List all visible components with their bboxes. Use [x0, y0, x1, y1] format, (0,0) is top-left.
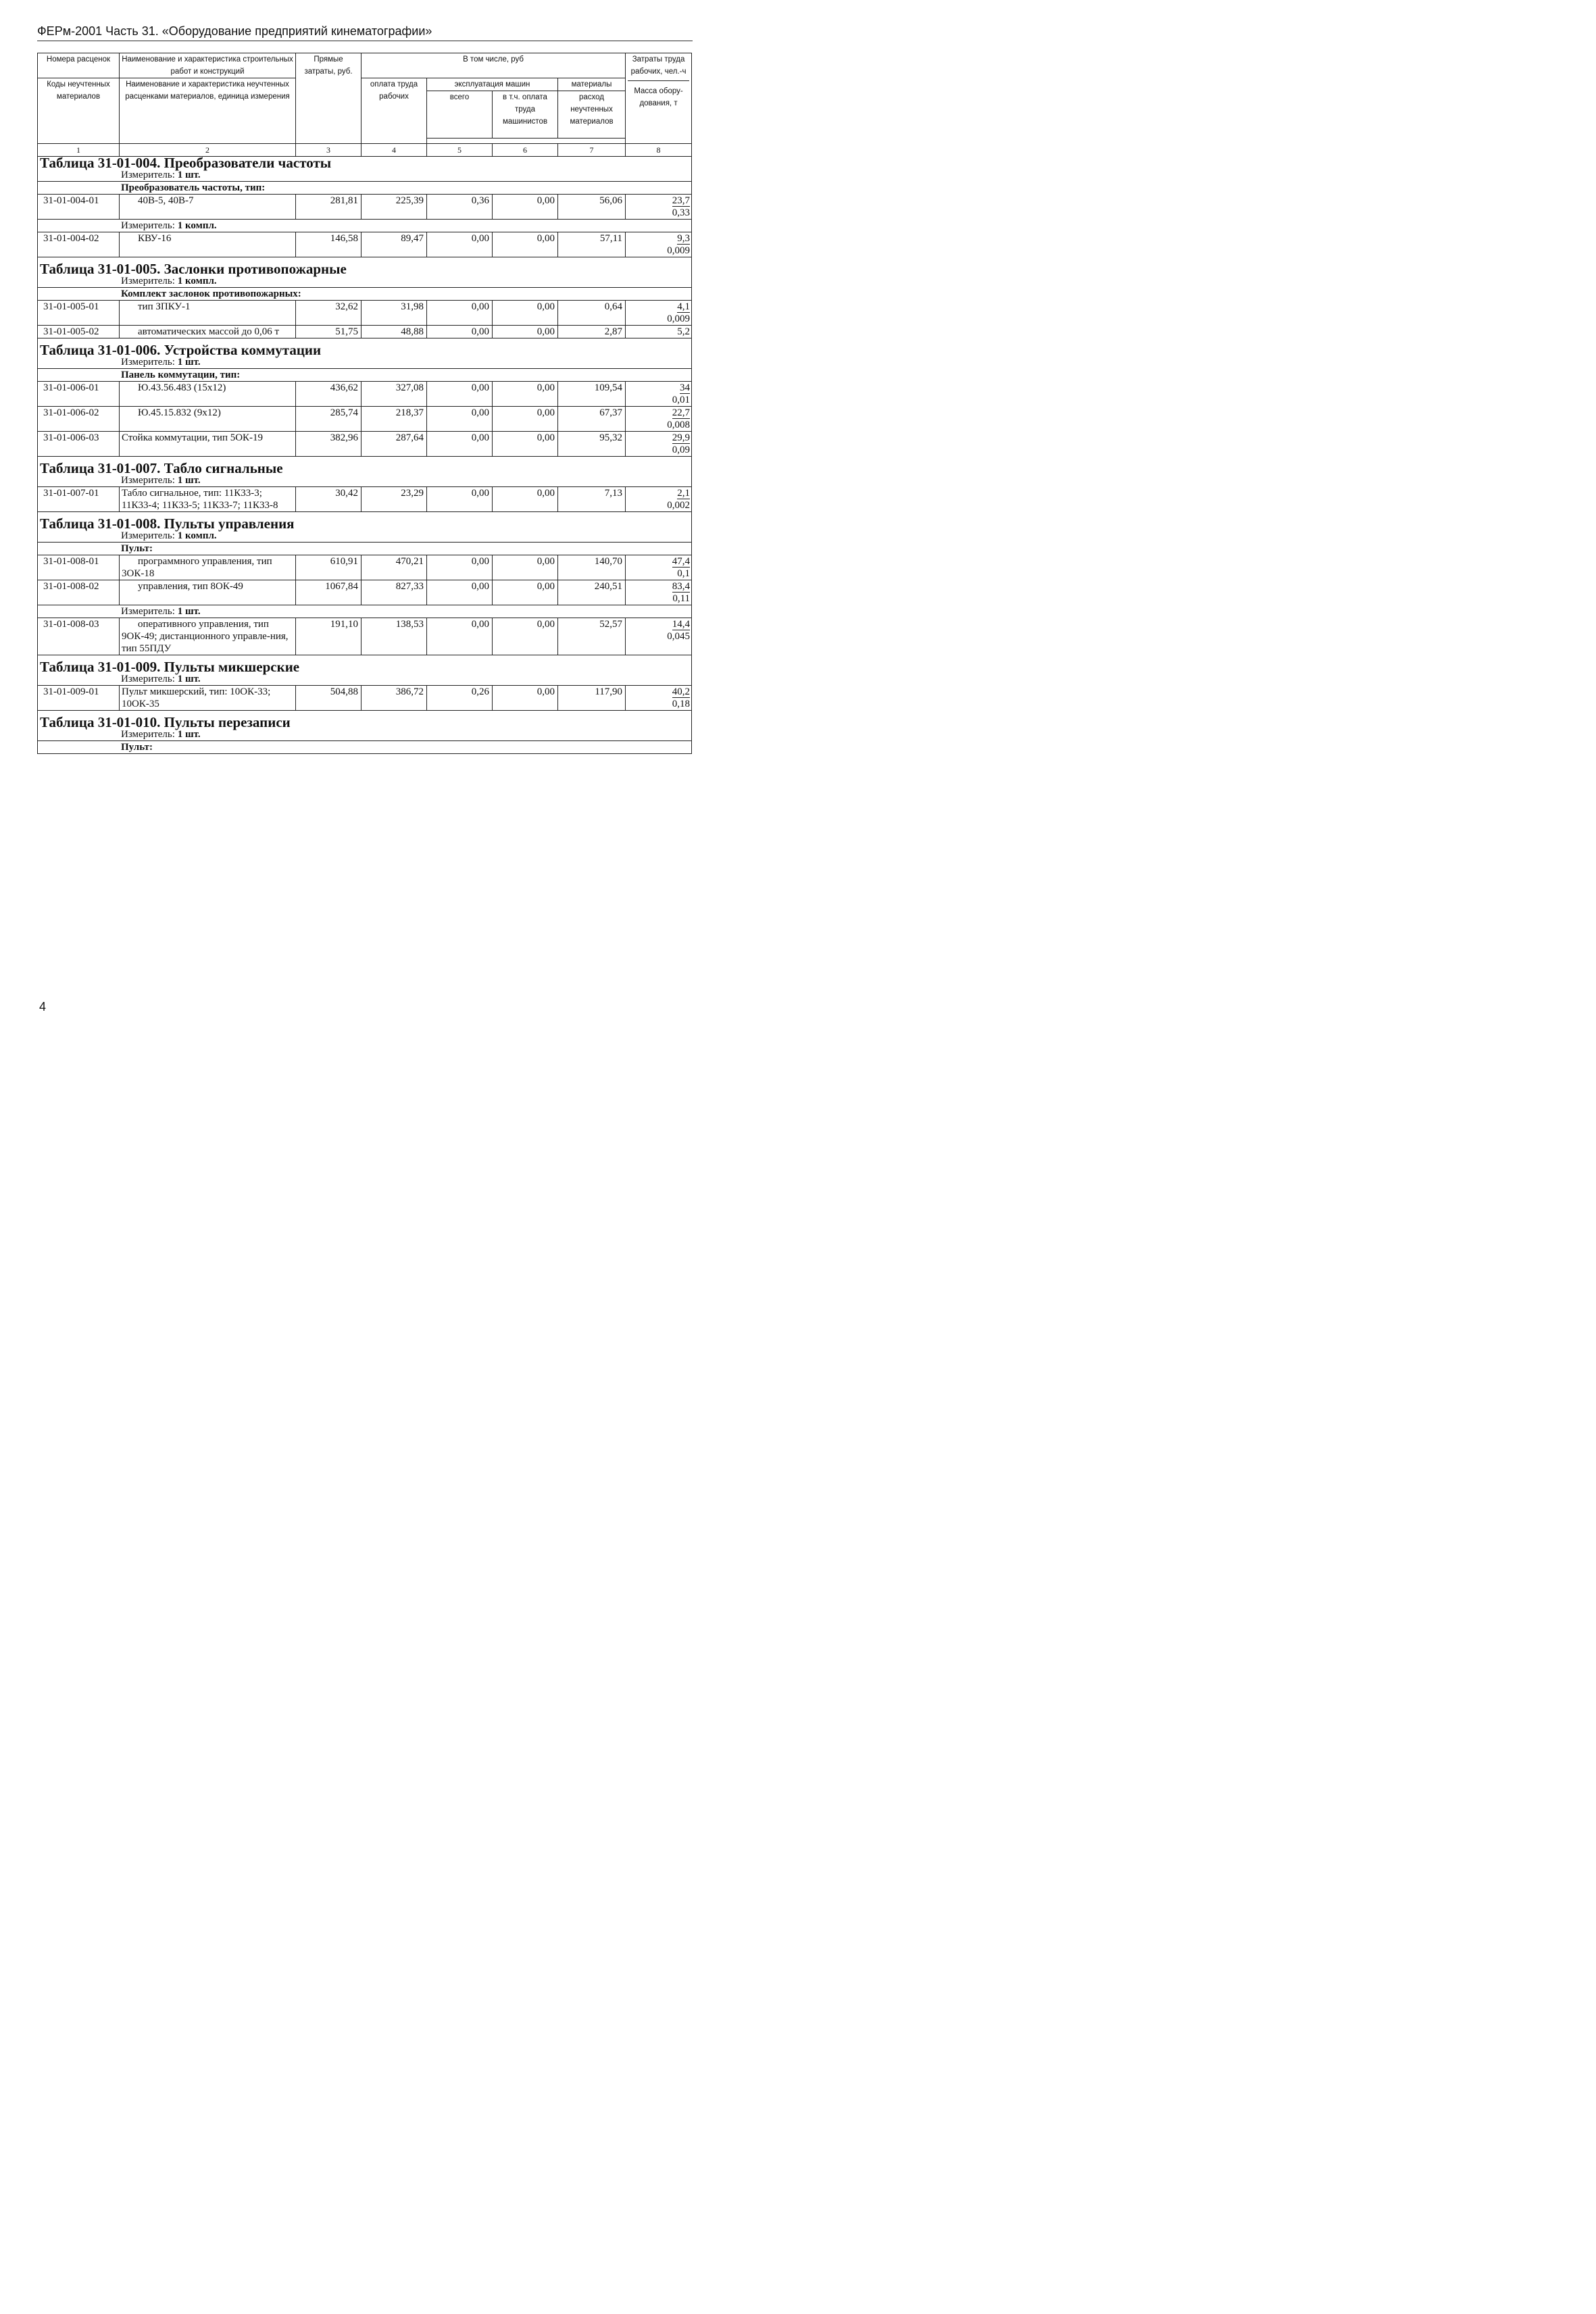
col-header-machines-total: всего: [427, 91, 493, 139]
table-section-title-row: [38, 263, 692, 275]
unit-prefix: Измеритель:: [121, 357, 178, 368]
rate-code: 31-01-006-02: [38, 407, 120, 432]
page-header: ФЕРм-2001 Часть 31. «Оборудование предприятий кинематографии»: [37, 24, 693, 41]
labor-costs-wrap: [628, 195, 690, 207]
col-header-material-codes: Коды неучтенных материалов: [38, 78, 120, 144]
item-name: управления, тип 8ОК-49: [120, 580, 296, 605]
value-c7: 52,57: [558, 618, 626, 655]
table-section-title: Таблица 31-01-005. Заслонки противопожарные: [38, 263, 692, 275]
equipment-mass: 0,09: [672, 445, 691, 455]
unit-value: 1 шт.: [177, 357, 201, 368]
value-c3: 191,10: [296, 618, 361, 655]
table-row: [38, 382, 692, 407]
unit-label: [38, 530, 692, 543]
subtitle-row: [38, 288, 692, 301]
unit-row: [38, 474, 692, 487]
table-section-title: Таблица 31-01-006. Устройства коммутации: [38, 344, 692, 356]
column-number: 1: [38, 144, 120, 157]
value-c7: 56,06: [558, 195, 626, 220]
col-header-worker-wages: оплата труда рабочих: [361, 78, 427, 144]
labor-costs: 34: [680, 382, 691, 393]
labor-costs-wrap: [628, 580, 690, 593]
value-c4: 470,21: [361, 555, 427, 580]
table-section-title-row: [38, 716, 692, 728]
subtitle: Комплект заслонок противопожарных:: [38, 288, 692, 301]
labor-costs-wrap: [628, 382, 690, 394]
value-c4: 827,33: [361, 580, 427, 605]
labor-and-mass: [626, 382, 692, 407]
table-section-title-row: [38, 518, 692, 530]
value-c6: 0,00: [493, 618, 558, 655]
rate-code: 31-01-004-02: [38, 232, 120, 257]
labor-and-mass: [626, 432, 692, 457]
labor-and-mass: [626, 686, 692, 711]
labor-and-mass: [626, 232, 692, 257]
item-name: КВУ-16: [120, 232, 296, 257]
unit-row: [38, 673, 692, 686]
unit-row: [38, 728, 692, 741]
unit-value: 1 шт.: [177, 606, 201, 617]
value-c5: 0,00: [427, 232, 493, 257]
column-number: 7: [558, 144, 626, 157]
equipment-mass: 0,009: [667, 245, 691, 256]
table-row: [38, 487, 692, 512]
equipment-mass: 0,009: [667, 313, 691, 324]
col-header-material-consumption: расход неучтенных материалов: [558, 91, 626, 139]
unit-row: [38, 605, 692, 618]
column-number: 8: [626, 144, 692, 157]
value-c5: 0,00: [427, 555, 493, 580]
equipment-mass: 0,1: [677, 568, 691, 579]
labor-costs-wrap: [628, 487, 690, 499]
value-c6: 0,00: [493, 382, 558, 407]
unit-prefix: Измеритель:: [121, 170, 178, 180]
value-c6: 0,00: [493, 487, 558, 512]
value-c3: 32,62: [296, 301, 361, 326]
subtitle: Пульт:: [38, 741, 692, 754]
labor-and-mass: [626, 301, 692, 326]
col-header-materials: материалы: [558, 78, 626, 91]
item-name: Стойка коммутации, тип 5ОК-19: [120, 432, 296, 457]
unit-label: [38, 474, 692, 487]
unit-label: [38, 605, 692, 618]
rate-code: 31-01-008-01: [38, 555, 120, 580]
labor-costs: 2,1: [677, 488, 691, 499]
rate-code: 31-01-008-02: [38, 580, 120, 605]
value-c7: 95,32: [558, 432, 626, 457]
value-c4: 48,88: [361, 326, 427, 338]
unit-label: [38, 673, 692, 686]
labor-costs-wrap: [628, 407, 690, 419]
col-header-material-name: Наименование и характеристика неучтенных расценками материалов, единица измерения: [120, 78, 296, 144]
unit-row: [38, 220, 692, 232]
unit-row: [38, 356, 692, 369]
item-name: автоматических массой до 0,06 т: [120, 326, 296, 338]
col-header-direct-costs: Прямые затраты, руб.: [296, 53, 361, 144]
unit-value: 1 компл.: [177, 276, 217, 286]
table-row: [38, 301, 692, 326]
labor-costs-wrap: [628, 232, 690, 245]
table-row: [38, 432, 692, 457]
labor-costs: 5,2: [677, 326, 691, 337]
subtitle-row: [38, 543, 692, 555]
value-c6: 0,00: [493, 432, 558, 457]
table-section-title-row: [38, 344, 692, 356]
value-c3: 285,74: [296, 407, 361, 432]
unit-prefix: Измеритель:: [121, 729, 178, 740]
value-c6: 0,00: [493, 555, 558, 580]
value-c3: 436,62: [296, 382, 361, 407]
unit-label: [38, 169, 692, 182]
unit-value: 1 компл.: [177, 530, 217, 541]
rates-table: [37, 53, 692, 754]
unit-prefix: Измеритель:: [121, 475, 178, 486]
unit-row: [38, 530, 692, 543]
labor-and-mass: [626, 555, 692, 580]
col-header-operator-wages: в т.ч. оплата труда машинистов: [493, 91, 558, 139]
value-c7: 140,70: [558, 555, 626, 580]
value-c6: 0,00: [493, 195, 558, 220]
value-c6: 0,00: [493, 301, 558, 326]
item-name: Ю.43.56.483 (15х12): [120, 382, 296, 407]
value-c4: 225,39: [361, 195, 427, 220]
labor-costs: 29,9: [672, 432, 691, 443]
column-number: 6: [493, 144, 558, 157]
value-c4: 287,64: [361, 432, 427, 457]
equipment-mass: 0,33: [672, 207, 691, 218]
value-c6: 0,00: [493, 326, 558, 338]
unit-prefix: Измеритель:: [121, 674, 178, 684]
value-c7: 57,11: [558, 232, 626, 257]
item-name: оперативного управления, тип 9ОК-49; дистанционного управле-ния, тип 55ПДУ: [120, 618, 296, 655]
labor-and-mass: [626, 618, 692, 655]
value-c4: 31,98: [361, 301, 427, 326]
value-c3: 51,75: [296, 326, 361, 338]
value-c6: 0,00: [493, 580, 558, 605]
value-c4: 89,47: [361, 232, 427, 257]
unit-label: [38, 728, 692, 741]
value-c3: 30,42: [296, 487, 361, 512]
equipment-mass: 0,002: [667, 500, 691, 511]
labor-and-mass: [626, 195, 692, 220]
value-c7: 67,37: [558, 407, 626, 432]
table-section-title: Таблица 31-01-009. Пульты микшерские: [38, 661, 692, 673]
equipment-mass: 0,11: [672, 593, 691, 604]
rate-code: 31-01-006-01: [38, 382, 120, 407]
labor-costs: 47,4: [672, 556, 691, 567]
unit-prefix: Измеритель:: [121, 530, 178, 541]
subtitle: Преобразователь частоты, тип:: [38, 182, 692, 195]
col-header-machines: эксплуатация машин: [427, 78, 558, 91]
subtitle: Пульт:: [38, 543, 692, 555]
value-c6: 0,00: [493, 686, 558, 711]
table-row: [38, 686, 692, 711]
value-c7: 240,51: [558, 580, 626, 605]
rate-code: 31-01-005-01: [38, 301, 120, 326]
value-c5: 0,26: [427, 686, 493, 711]
value-c4: 327,08: [361, 382, 427, 407]
value-c3: 281,81: [296, 195, 361, 220]
value-c4: 218,37: [361, 407, 427, 432]
value-c5: 0,00: [427, 432, 493, 457]
equipment-mass: 0,18: [672, 699, 691, 709]
table-section-title: Таблица 31-01-010. Пульты перезаписи: [38, 716, 692, 728]
labor-costs: 40,2: [672, 686, 691, 697]
labor-and-mass: [626, 580, 692, 605]
value-c3: 1067,84: [296, 580, 361, 605]
table-section-title: Таблица 31-01-008. Пульты управления: [38, 518, 692, 530]
unit-prefix: Измеритель:: [121, 606, 178, 617]
value-c5: 0,00: [427, 618, 493, 655]
value-c5: 0,00: [427, 301, 493, 326]
subtitle-row: [38, 182, 692, 195]
value-c3: 504,88: [296, 686, 361, 711]
column-number: 3: [296, 144, 361, 157]
subtitle-row: [38, 741, 692, 754]
labor-costs-wrap: [628, 301, 690, 313]
table-row: [38, 326, 692, 338]
unit-value: 1 шт.: [177, 170, 201, 180]
table-row: [38, 555, 692, 580]
item-name: тип ЗПКУ-1: [120, 301, 296, 326]
value-c7: 2,87: [558, 326, 626, 338]
value-c4: 138,53: [361, 618, 427, 655]
labor-costs: 9,3: [677, 233, 691, 244]
subtitle: Панель коммутации, тип:: [38, 369, 692, 382]
col-header-rate-numbers: Номера расценок: [38, 53, 120, 78]
labor-costs-wrap: [628, 326, 690, 338]
value-c3: 146,58: [296, 232, 361, 257]
value-c6: 0,00: [493, 232, 558, 257]
labor-costs: 4,1: [677, 301, 691, 312]
unit-label: [38, 356, 692, 369]
unit-label: [38, 220, 692, 232]
item-name: Табло сигнальное, тип: 11К33-3; 11К33-4; 11К33-5; 11К33-7; 11К33-8: [120, 487, 296, 512]
value-c7: 109,54: [558, 382, 626, 407]
table-section-title-row: [38, 462, 692, 474]
labor-costs-wrap: [628, 686, 690, 698]
unit-prefix: Измеритель:: [121, 276, 178, 286]
table-section-title-row: [38, 661, 692, 673]
table-section-title: Таблица 31-01-007. Табло сигнальные: [38, 462, 692, 474]
unit-label: [38, 275, 692, 288]
rate-code: 31-01-005-02: [38, 326, 120, 338]
table-row: [38, 618, 692, 655]
item-name: Пульт микшерский, тип: 10ОК-33; 10ОК-35: [120, 686, 296, 711]
labor-costs: 23,7: [672, 195, 691, 206]
labor-costs: 83,4: [672, 581, 691, 592]
labor-costs-wrap: [628, 618, 690, 630]
table-section-title: Таблица 31-01-004. Преобразователи частоты: [38, 157, 692, 170]
unit-row: [38, 275, 692, 288]
value-c7: 117,90: [558, 686, 626, 711]
col-header-labor: [626, 53, 692, 144]
equipment-mass: 0,01: [672, 395, 691, 405]
rate-code: 31-01-007-01: [38, 487, 120, 512]
equipment-mass: 0,045: [667, 631, 691, 642]
rate-code: 31-01-006-03: [38, 432, 120, 457]
value-c5: 0,00: [427, 487, 493, 512]
table-section-title-row: [38, 157, 692, 170]
col-header-work-name: Наименование и характеристика строительных работ и конструкций: [120, 53, 296, 78]
unit-prefix: Измеритель:: [121, 220, 178, 231]
column-number: 4: [361, 144, 427, 157]
labor-and-mass: [626, 407, 692, 432]
labor-costs: 14,4: [672, 619, 691, 630]
unit-value: 1 шт.: [177, 475, 201, 486]
value-c5: 0,36: [427, 195, 493, 220]
value-c6: 0,00: [493, 407, 558, 432]
unit-row: [38, 169, 692, 182]
labor-and-mass: [626, 326, 692, 338]
value-c4: 386,72: [361, 686, 427, 711]
subtitle-row: [38, 369, 692, 382]
value-c5: 0,00: [427, 326, 493, 338]
table-row: [38, 407, 692, 432]
rate-code: 31-01-008-03: [38, 618, 120, 655]
item-name: программного управления, тип 3ОК-18: [120, 555, 296, 580]
value-c3: 610,91: [296, 555, 361, 580]
rate-code: 31-01-004-01: [38, 195, 120, 220]
col-header-equipment-mass: Масса обору-дования, т: [628, 80, 689, 109]
value-c4: 23,29: [361, 487, 427, 512]
unit-value: 1 компл.: [177, 220, 217, 231]
value-c7: 7,13: [558, 487, 626, 512]
labor-costs-wrap: [628, 432, 690, 444]
value-c5: 0,00: [427, 407, 493, 432]
table-row: [38, 580, 692, 605]
value-c3: 382,96: [296, 432, 361, 457]
labor-and-mass: [626, 487, 692, 512]
value-c5: 0,00: [427, 580, 493, 605]
unit-value: 1 шт.: [177, 674, 201, 684]
page-number: 4: [39, 1000, 47, 1013]
value-c5: 0,00: [427, 382, 493, 407]
column-number: 2: [120, 144, 296, 157]
column-number: 5: [427, 144, 493, 157]
unit-value: 1 шт.: [177, 729, 201, 740]
col-header-group: В том числе, руб: [361, 53, 626, 78]
table-row: [38, 232, 692, 257]
item-name: Ю.45.15.832 (9х12): [120, 407, 296, 432]
rate-code: 31-01-009-01: [38, 686, 120, 711]
labor-costs: 22,7: [672, 407, 691, 418]
table-row: [38, 195, 692, 220]
col-header-labor-costs: Затраты труда рабочих, чел.-ч: [630, 55, 687, 76]
equipment-mass: 0,008: [667, 420, 691, 430]
value-c7: 0,64: [558, 301, 626, 326]
item-name: 40В-5, 40В-7: [120, 195, 296, 220]
labor-costs-wrap: [628, 555, 690, 568]
